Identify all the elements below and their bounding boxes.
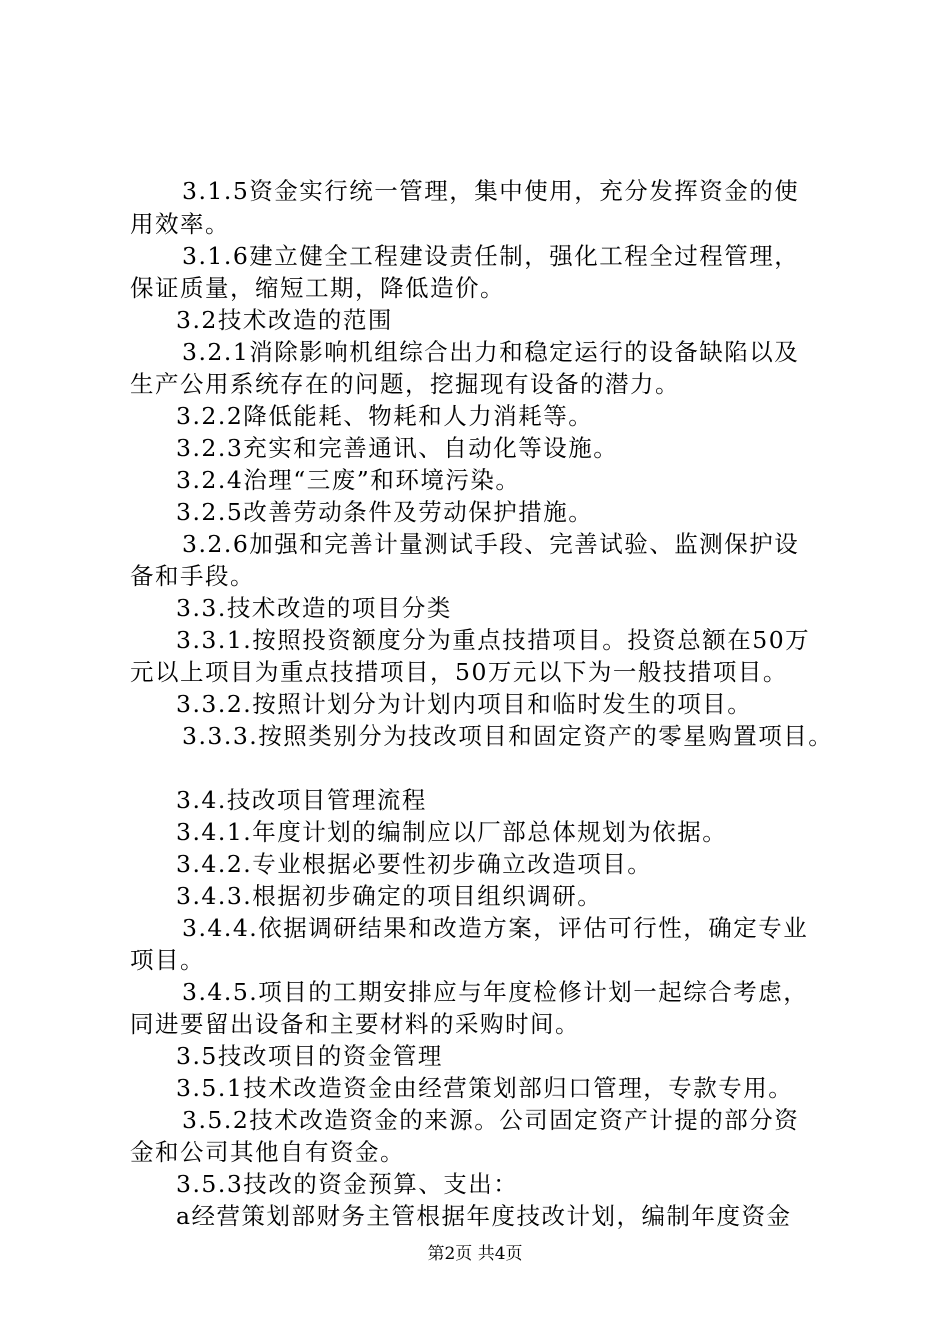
text-line: 3.2.2降低能耗、物耗和人力消耗等。 <box>176 402 594 430</box>
section-heading: 3.2技术改造的范围 <box>176 306 393 334</box>
text-line: 3.1.5资金实行统一管理，集中使用，充分发挥资金的使 <box>182 177 800 205</box>
text-line: 3.3.2.按照计划分为计划内项目和临时发生的项目。 <box>176 690 753 718</box>
text-line: 3.2.6加强和完善计量测试手段、完善试验、监测保护设 <box>182 530 800 558</box>
page-number-footer: 第2页 共4页 <box>427 1244 523 1264</box>
text-line: a经营策划部财务主管根据年度技改计划，编制年度资金 <box>176 1202 792 1230</box>
section-heading: 3.4.技改项目管理流程 <box>176 786 427 814</box>
text-line: 3.3.1.按照投资额度分为重点技措项目。投资总额在50万 <box>176 626 811 654</box>
text-line: 3.2.4治理“三废”和环境污染。 <box>176 466 521 494</box>
text-line: 用效率。 <box>130 210 230 238</box>
text-line: 3.2.3充实和完善通讯、自动化等设施。 <box>176 434 619 462</box>
text-line: 3.2.5改善劳动条件及劳动保护措施。 <box>176 498 594 526</box>
text-line: 3.4.1.年度计划的编制应以厂部总体规划为依据。 <box>176 818 728 846</box>
text-line: 备和手段。 <box>130 562 255 590</box>
text-line: 3.4.3.根据初步确定的项目组织调研。 <box>176 882 603 910</box>
text-line: 元以上项目为重点技措项目，50万元以下为一般技措项目。 <box>130 658 788 686</box>
section-heading: 3.5技改项目的资金管理 <box>176 1042 443 1070</box>
text-line: 3.5.3技改的资金预算、支出： <box>176 1170 519 1198</box>
text-line: 3.5.1技术改造资金由经营策划部归口管理，专款专用。 <box>176 1074 794 1102</box>
text-line: 3.4.2.专业根据必要性初步确立改造项目。 <box>176 850 653 878</box>
text-line: 3.2.1消除影响机组综合出力和稳定运行的设备缺陷以及 <box>182 338 800 366</box>
text-line: 金和公司其他自有资金。 <box>130 1138 405 1166</box>
text-line: 同进要留出设备和主要材料的采购时间。 <box>130 1010 580 1038</box>
text-line: 3.5.2技术改造资金的来源。公司固定资产计提的部分资 <box>182 1106 800 1134</box>
text-line: 保证质量，缩短工期，降低造价。 <box>130 274 505 302</box>
text-line: 生产公用系统存在的问题，挖掘现有设备的潜力。 <box>130 370 680 398</box>
text-line: 项目。 <box>130 946 205 974</box>
section-heading: 3.3.技术改造的项目分类 <box>176 594 452 622</box>
text-line: 3.1.6建立健全工程建设责任制，强化工程全过程管理， <box>182 242 800 270</box>
text-line: 3.4.5.项目的工期安排应与年度检修计划一起综合考虑， <box>182 978 809 1006</box>
text-line: 3.4.4.依据调研结果和改造方案，评估可行性，确定专业 <box>182 914 809 942</box>
text-line: 3.3.3.按照类别分为技改项目和固定资产的零星购置项目。 <box>182 722 834 750</box>
